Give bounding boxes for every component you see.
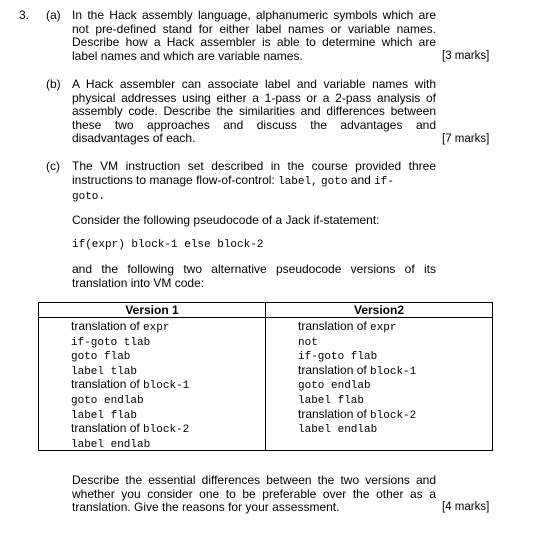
part-c-marks: [4 marks] (442, 501, 490, 513)
intro-code-if: if- (374, 176, 394, 188)
table-line-code: block-1 (143, 380, 190, 393)
version1-cell (39, 318, 266, 451)
part-a-marks: [3 marks] (442, 50, 490, 62)
table-line-code: block-2 (143, 424, 190, 437)
part-b-marks: [7 marks] (442, 133, 490, 145)
consider-text: Consider the following pseudocode of a Jack if-statement: (72, 213, 380, 227)
describe-line: Describe the essential differences between the two versions and (72, 473, 436, 487)
version2-cell (266, 318, 493, 451)
table-line-code: label tlab (71, 365, 138, 378)
part-a-line: Describe how a Hack assembler is able to determine which are (72, 35, 436, 49)
table-line-code: goto endlab (71, 394, 144, 407)
describe-line: whether you consider one to be preferable over the other as a (72, 486, 436, 501)
table-line (71, 363, 265, 378)
table-line (71, 421, 265, 436)
part-b-line: disadvantages of each. (72, 131, 196, 145)
table-line (71, 334, 265, 349)
part-a-line: In the Hack assembly language, alphanumeric symbols which are (72, 8, 436, 22)
part-b-line: these two approaches and discuss the advantages and (72, 117, 436, 132)
version2-header: Version2 (266, 303, 493, 318)
table-line-code: expr (143, 322, 170, 334)
following-text (72, 263, 436, 290)
part-a-line: label names and which are variable names. (72, 48, 303, 63)
part-b-label: (b) (46, 77, 61, 91)
table-line-code: label endlab (71, 438, 151, 451)
table-line (298, 319, 492, 334)
table-line-code: block-2 (370, 409, 417, 422)
table-line-code: label endlab (298, 424, 378, 437)
table-line (298, 363, 492, 378)
intro-code-goto-cont: goto. (72, 191, 106, 203)
version1-header: Version 1 (39, 303, 266, 318)
table-line (71, 348, 265, 363)
table-line-text: translation of (71, 421, 144, 436)
describe-text (72, 474, 436, 515)
part-b-line: physical addresses using either a 1-pass or a 2-pass analysis of (72, 90, 436, 105)
table-line-code: label flab (298, 394, 365, 407)
table-line (298, 392, 492, 407)
table-line-code: expr (370, 322, 397, 334)
table-line-code: goto endlab (298, 380, 371, 393)
table-line (298, 348, 492, 363)
table-line (71, 407, 265, 422)
table-body-row (39, 318, 493, 451)
part-b-line: A Hack assembler can associate label and variable names with (72, 77, 436, 91)
question-number: 3. (19, 8, 30, 22)
part-c-intro-line2 (72, 174, 394, 190)
table-line (71, 319, 265, 334)
table-line-code: goto flab (71, 351, 131, 364)
part-a-line: not pre-defined stand for either label names or variable names. (72, 21, 436, 36)
table-line-text: translation of (71, 319, 144, 333)
table-line (71, 377, 265, 392)
intro-code-goto: goto (321, 176, 348, 188)
table-header-row (39, 303, 493, 318)
table-line-text: translation of (71, 377, 144, 392)
part-b-line: assembly code. Describe the similarities and differences between (72, 104, 436, 118)
table-line-code: if-goto tlab (71, 336, 151, 349)
table-line (298, 421, 492, 436)
table-line (298, 377, 492, 392)
following-line: translation into VM code: (72, 275, 205, 290)
table-line (298, 334, 492, 349)
table-line-code: label flab (71, 409, 138, 422)
following-line: and the following two alternative pseudocode versions of its (72, 262, 436, 276)
versions-table (38, 302, 493, 451)
part-a-text (72, 9, 436, 63)
table-line-text: translation of (298, 319, 371, 333)
part-a-label: (a) (46, 8, 61, 22)
table-line-text: translation of (298, 362, 371, 377)
table-line-text: translation of (298, 406, 371, 421)
table-line-code: if-goto flab (298, 351, 378, 364)
intro-text: instructions to manage flow-of-control: (72, 173, 279, 187)
intro-and: and (347, 173, 375, 187)
table-line (298, 407, 492, 422)
describe-line: translation. Give the reasons for your assessment. (72, 500, 340, 514)
table-line-code: not (298, 336, 318, 349)
part-c-intro-line1: The VM instruction set described in the course provided three (72, 159, 436, 173)
pseudocode: if(expr) block-1 else block-2 (72, 239, 264, 251)
part-c-label: (c) (46, 159, 60, 173)
table-line (71, 392, 265, 407)
intro-code-label: label, (278, 176, 318, 188)
table-line (71, 436, 265, 451)
part-b-text (72, 78, 436, 146)
table-line-code: block-1 (370, 365, 417, 378)
